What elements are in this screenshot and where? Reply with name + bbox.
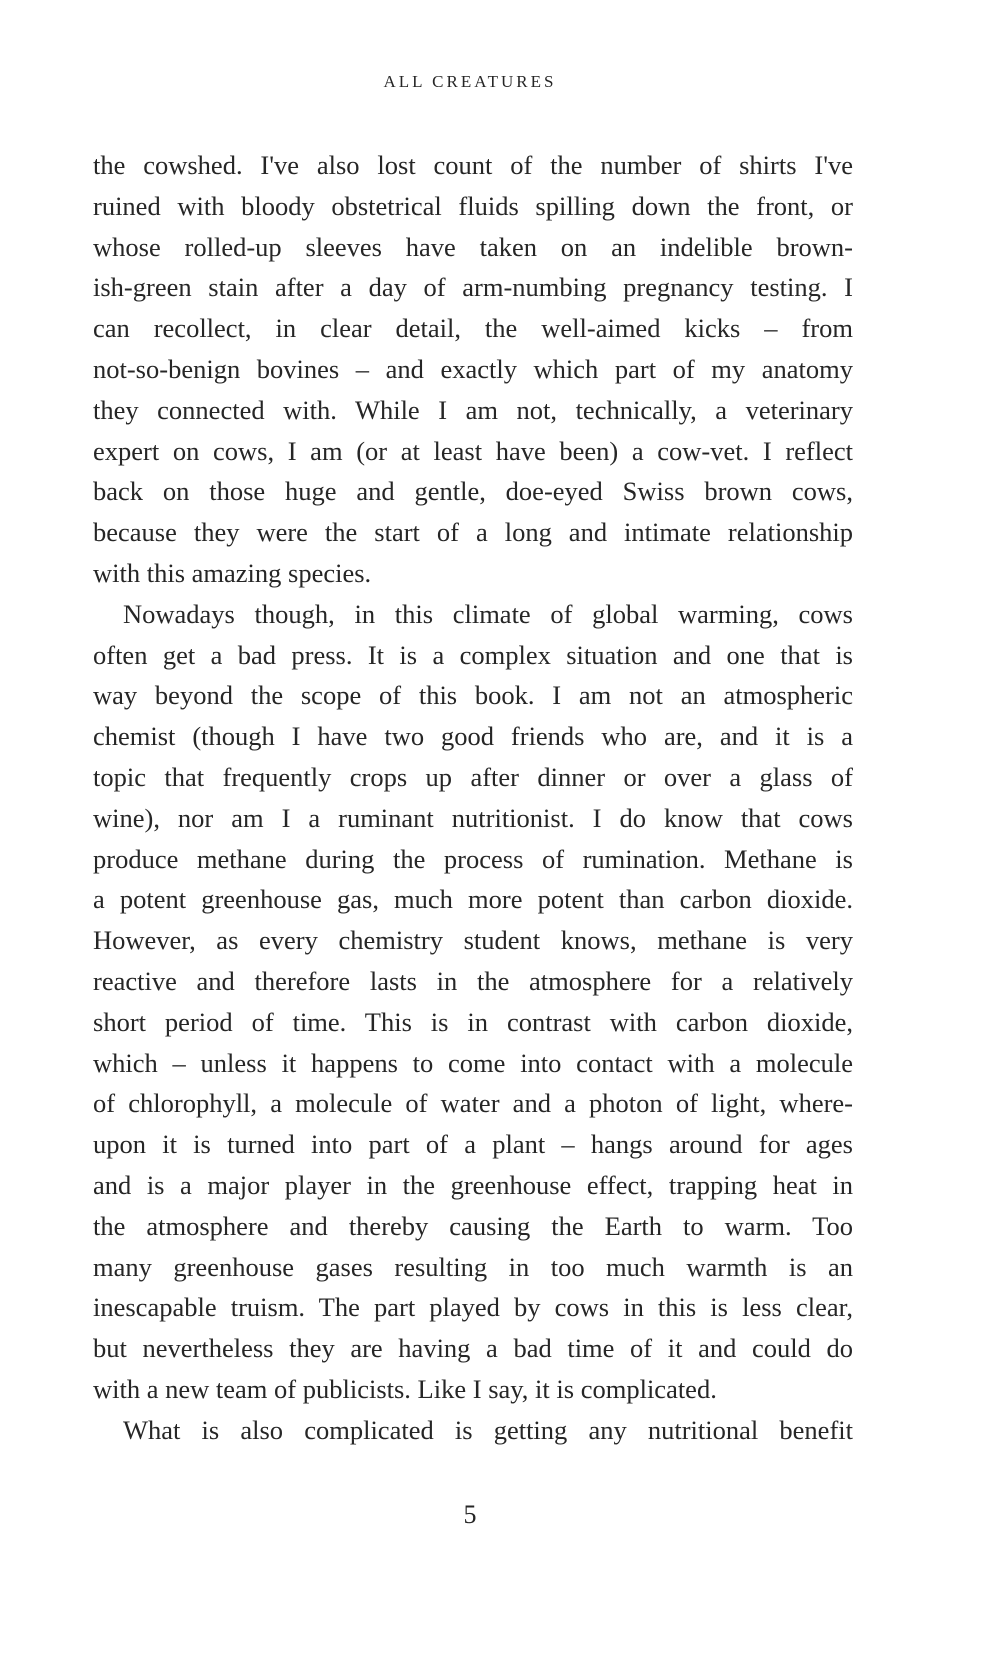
text-line: expert on cows, I am (or at least have been) a cow-vet. I reflect (93, 435, 853, 466)
text-line: way beyond the scope of this book. I am not an atmospheric (93, 680, 853, 711)
text-line: reactive and therefore lasts in the atmosphere for a relatively (93, 965, 853, 996)
text-line: upon it is turned into part of a plant – hangs around for ages (93, 1129, 853, 1160)
text-line: ruined with bloody obstetrical fluids spilling down the front, or (93, 190, 853, 221)
text-line: of chlorophyll, a molecule of water and a photon of light, where- (93, 1088, 853, 1119)
text-line: What is also complicated is getting any nutritional benefit (123, 1414, 853, 1445)
text-line: which – unless it happens to come into contact with a molecule (93, 1047, 853, 1078)
text-line: the atmosphere and thereby causing the Earth to warm. Too (93, 1210, 853, 1241)
text-line: with a new team of publicists. Like I say, it is complicated. (93, 1373, 717, 1404)
body-text (93, 145, 853, 1451)
text-line: a potent greenhouse gas, much more potent than carbon dioxide. (93, 884, 853, 915)
text-line: chemist (though I have two good friends who are, and it is a (93, 721, 853, 752)
text-line: can recollect, in clear detail, the well-aimed kicks – from (93, 313, 853, 344)
running-header: ALL CREATURES (383, 72, 557, 91)
text-line: but nevertheless they are having a bad time of it and could do (93, 1333, 853, 1364)
text-line: back on those huge and gentle, doe-eyed Swiss brown cows, (93, 476, 853, 507)
text-line: short period of time. This is in contrast with carbon dioxide, (93, 1006, 853, 1037)
page-number: 5 (463, 1500, 477, 1529)
text-line: many greenhouse gases resulting in too much warmth is an (93, 1251, 853, 1282)
text-line: ish-green stain after a day of arm-numbing pregnancy testing. I (93, 272, 853, 303)
text-line: the cowshed. I've also lost count of the number of shirts I've (93, 150, 853, 180)
text-line: However, as every chemistry student knows, methane is very (93, 925, 853, 956)
text-line: inescapable truism. The part played by cows in this is less clear, (93, 1292, 853, 1323)
text-line: topic that frequently crops up after dinner or over a glass of (93, 761, 853, 792)
text-line: and is a major player in the greenhouse effect, trapping heat in (93, 1169, 853, 1200)
text-line: wine), nor am I a ruminant nutritionist. I do know that cows (93, 802, 853, 833)
text-line: because they were the start of a long and intimate relationship (93, 517, 853, 548)
text-line: with this amazing species. (93, 557, 372, 588)
text-line: not-so-benign bovines – and exactly which part of my anatomy (93, 353, 853, 384)
text-line: they connected with. While I am not, technically, a veterinary (93, 394, 853, 425)
text-line: produce methane during the process of rumination. Methane is (93, 843, 853, 874)
text-line: whose rolled-up sleeves have taken on an indelible brown- (93, 231, 853, 262)
text-line: Nowadays though, in this climate of global warming, cows (123, 598, 853, 629)
text-line: often get a bad press. It is a complex situation and one that is (93, 639, 853, 670)
